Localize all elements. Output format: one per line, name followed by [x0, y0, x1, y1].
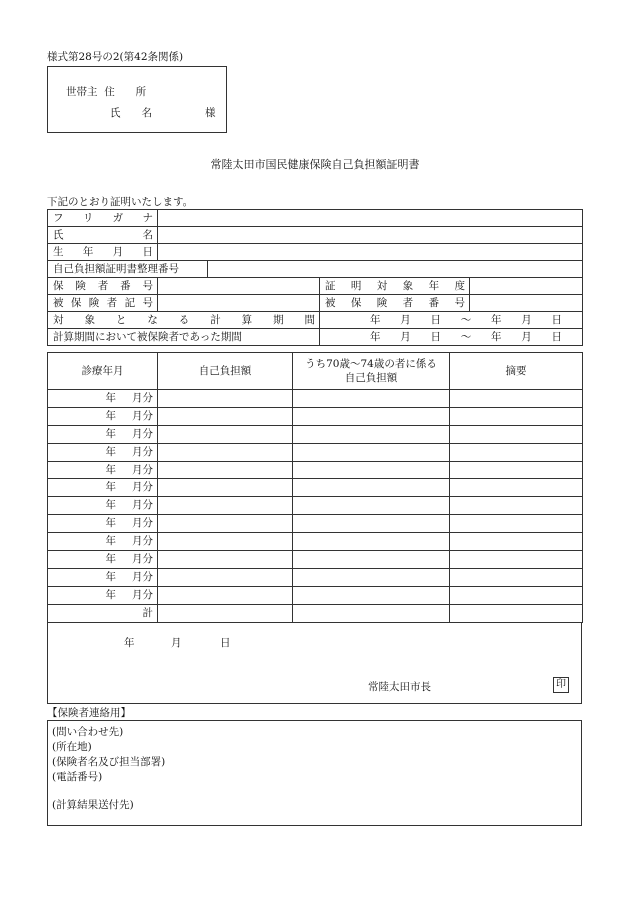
period-label-char: 算 [241, 313, 253, 326]
header-elderly-burden [293, 353, 450, 390]
month-remarks[interactable] [450, 425, 583, 443]
insured-symbol-label-char: 被 [53, 296, 64, 309]
form-number: 様式第28号の2(第42条関係) [47, 51, 184, 63]
month-unit: 月分 [132, 445, 153, 458]
insured-symbol-value[interactable] [158, 295, 320, 312]
cert-year-label [320, 278, 470, 295]
month-label [48, 407, 158, 425]
month-unit: 月分 [132, 588, 153, 601]
contact-insurer-dept: (保険者名及び担当部署) [52, 756, 166, 768]
month-unit: 月分 [132, 552, 153, 565]
burden-table [47, 352, 583, 623]
month-year-char: 年 [105, 409, 116, 422]
month-elderly-burden[interactable] [293, 407, 450, 425]
insured-symbol-label [48, 295, 158, 312]
month-remarks[interactable] [450, 533, 583, 551]
month-remarks[interactable] [450, 461, 583, 479]
name-row [48, 227, 583, 244]
period-value-char: 月 [521, 313, 532, 326]
header-elderly-line2: 自己負担額 [344, 372, 398, 384]
total-remarks[interactable] [450, 604, 583, 622]
month-year-char: 年 [105, 481, 116, 494]
month-self-burden[interactable] [158, 533, 293, 551]
cert-year-label-char: 象 [402, 279, 414, 292]
month-row [48, 586, 583, 604]
month-elderly-burden[interactable] [293, 551, 450, 569]
month-row [48, 533, 583, 551]
month-row [48, 515, 583, 533]
insurer-no-label-char: 険 [75, 279, 86, 292]
issue-box [47, 623, 582, 704]
insured-number-label-char: 保 [350, 296, 362, 309]
address-box [47, 66, 227, 133]
month-year-char: 年 [105, 552, 116, 565]
period-row [48, 312, 583, 329]
month-year-char: 年 [105, 427, 116, 440]
insured-symbol-label-char: 記 [124, 296, 136, 309]
month-label [48, 586, 158, 604]
mayor-title: 常陸太田市長 [368, 681, 431, 693]
period-label-char: 対 [53, 313, 64, 326]
cert-year-label-char: 証 [325, 279, 336, 292]
month-self-burden[interactable] [158, 425, 293, 443]
period-label-char: 期 [273, 313, 284, 326]
period-label-char: る [178, 313, 190, 326]
month-self-burden[interactable] [158, 515, 293, 533]
month-elderly-burden[interactable] [293, 479, 450, 497]
insured-period-value-char: ～ [460, 330, 472, 343]
month-row [48, 479, 583, 497]
contact-result-destination: (計算結果送付先) [52, 799, 134, 811]
insured-number-label-char: 番 [428, 296, 440, 309]
insured-symbol-label-char: 者 [106, 296, 118, 309]
contact-box [47, 720, 582, 826]
insured-number-label [320, 295, 470, 312]
insured-period-value-char: 日 [551, 330, 562, 343]
furigana-label-char: ガ [112, 211, 124, 224]
month-unit: 月分 [132, 481, 153, 494]
total-label: 計 [48, 604, 158, 622]
insured-number-value[interactable] [470, 295, 583, 312]
insurer-no-label [48, 278, 158, 295]
period-label-char: な [147, 313, 158, 326]
month-remarks[interactable] [450, 407, 583, 425]
month-unit: 月分 [132, 409, 153, 422]
total-elderly-burden[interactable] [293, 604, 450, 622]
month-year-char: 年 [105, 391, 116, 404]
name-field-label [48, 227, 158, 244]
month-year-char: 年 [105, 463, 116, 476]
insurer-row [48, 278, 583, 295]
month-elderly-burden[interactable] [293, 461, 450, 479]
month-remarks[interactable] [450, 390, 583, 408]
contact-heading: 【保険者連絡用】 [47, 707, 131, 719]
householder-label: 世帯主 [66, 86, 98, 98]
intro-text: 下記のとおり証明いたします。 [47, 196, 194, 208]
birth-label-char: 生 [53, 245, 64, 258]
period-value-char: ～ [460, 313, 472, 326]
month-unit: 月分 [132, 570, 153, 583]
issue-year: 年 [124, 637, 135, 649]
insured-symbol-label-char: 険 [88, 296, 100, 309]
birth-label [48, 244, 158, 261]
birth-row [48, 244, 583, 261]
month-label [48, 425, 158, 443]
month-unit: 月分 [132, 427, 153, 440]
period-value-char: 日 [430, 313, 441, 326]
month-year-char: 年 [105, 517, 116, 530]
month-self-burden[interactable] [158, 497, 293, 515]
insured-number-label-char: 被 [325, 296, 336, 309]
month-unit: 月分 [132, 517, 153, 530]
month-unit: 月分 [132, 463, 153, 476]
month-row [48, 497, 583, 515]
period-label-char: 象 [84, 313, 95, 326]
month-self-burden[interactable] [158, 407, 293, 425]
month-elderly-burden[interactable] [293, 568, 450, 586]
month-year-char: 年 [105, 570, 116, 583]
cert-number-row [48, 261, 583, 278]
month-self-burden[interactable] [158, 461, 293, 479]
honorific: 様 [205, 107, 216, 119]
issue-day: 日 [220, 637, 231, 649]
insurer-no-label-char: 者 [97, 279, 109, 292]
month-label [48, 461, 158, 479]
period-label-char: 計 [210, 313, 221, 326]
period-value-char: 年 [491, 313, 502, 326]
total-row [48, 604, 583, 622]
month-self-burden[interactable] [158, 479, 293, 497]
insured-period-value-char: 月 [400, 330, 411, 343]
furigana-label-char: ナ [142, 211, 153, 224]
cert-year-label-char: 対 [376, 279, 388, 292]
birth-label-char: 年 [82, 245, 94, 258]
month-label [48, 533, 158, 551]
burden-header-row [48, 353, 583, 390]
month-year-char: 年 [105, 445, 116, 458]
month-self-burden[interactable] [158, 586, 293, 604]
month-remarks[interactable] [450, 586, 583, 604]
insurer-no-value[interactable] [158, 278, 320, 295]
month-row [48, 568, 583, 586]
header-remarks: 摘要 [450, 353, 583, 390]
period-label-char: 間 [304, 313, 315, 326]
cert-year-label-char: 明 [350, 279, 362, 292]
period-label-char: と [115, 313, 127, 326]
period-value[interactable] [320, 312, 583, 329]
document-title: 常陸太田市国民健康保険自己負担額証明書 [210, 158, 420, 171]
birth-label-char: 月 [112, 245, 124, 258]
cert-number-label: 自己負担額証明書整理番号 [48, 261, 208, 278]
month-self-burden[interactable] [158, 390, 293, 408]
month-elderly-burden[interactable] [293, 425, 450, 443]
insured-period-row [48, 329, 583, 346]
contact-address: (所在地) [52, 741, 92, 753]
month-unit: 月分 [132, 391, 153, 404]
month-label [48, 390, 158, 408]
period-label [48, 312, 320, 329]
furigana-label [48, 210, 158, 227]
header-treatment-month: 診療年月 [48, 353, 158, 390]
cert-year-label-char: 度 [454, 279, 465, 292]
furigana-row [48, 210, 583, 227]
address-label: 住 所 [104, 86, 147, 98]
contact-inquiry: (問い合わせ先) [52, 726, 124, 738]
month-row [48, 425, 583, 443]
month-remarks[interactable] [450, 443, 583, 461]
insurer-no-label-char: 番 [120, 279, 131, 292]
month-year-char: 年 [105, 499, 116, 512]
furigana-value[interactable] [158, 210, 583, 227]
insured-number-label-char: 者 [402, 296, 414, 309]
period-value-char: 日 [551, 313, 562, 326]
birth-value[interactable] [158, 244, 583, 261]
insured-symbol-label-char: 号 [142, 296, 153, 309]
name-label: 氏 名 [110, 107, 152, 119]
month-row [48, 461, 583, 479]
issue-month: 月 [171, 637, 182, 649]
month-elderly-burden[interactable] [293, 497, 450, 515]
month-remarks[interactable] [450, 479, 583, 497]
month-remarks[interactable] [450, 568, 583, 586]
contact-phone: (電話番号) [52, 771, 103, 783]
month-label [48, 443, 158, 461]
header-elderly-line1: うち70歳～74歳の者に係る [305, 358, 437, 370]
insured-symbol-label-char: 保 [70, 296, 82, 309]
insurer-no-label-char: 号 [142, 279, 153, 292]
name-field-label-char: 名 [142, 228, 153, 241]
month-row [48, 551, 583, 569]
month-label [48, 479, 158, 497]
month-elderly-burden[interactable] [293, 533, 450, 551]
month-elderly-burden[interactable] [293, 586, 450, 604]
month-self-burden[interactable] [158, 443, 293, 461]
month-self-burden[interactable] [158, 551, 293, 569]
furigana-label-char: フ [53, 211, 64, 224]
insured-number-label-char: 険 [376, 296, 388, 309]
month-unit: 月分 [132, 499, 153, 512]
birth-label-char: 日 [142, 245, 153, 258]
period-value-char: 年 [370, 313, 381, 326]
cert-number-value[interactable] [208, 261, 583, 278]
insurer-no-label-char: 保 [53, 279, 64, 292]
info-table [47, 209, 583, 346]
month-elderly-burden[interactable] [293, 515, 450, 533]
month-remarks[interactable] [450, 515, 583, 533]
month-row [48, 407, 583, 425]
month-row [48, 390, 583, 408]
seal-mark: 印 [553, 677, 569, 693]
month-label [48, 497, 158, 515]
total-self-burden[interactable] [158, 604, 293, 622]
month-elderly-burden[interactable] [293, 390, 450, 408]
insured-period-value-char: 日 [430, 330, 441, 343]
month-label [48, 551, 158, 569]
month-elderly-burden[interactable] [293, 443, 450, 461]
month-year-char: 年 [105, 535, 116, 548]
insured-period-value-char: 月 [521, 330, 532, 343]
month-self-burden[interactable] [158, 568, 293, 586]
address-row [66, 84, 146, 99]
month-remarks[interactable] [450, 551, 583, 569]
name-value[interactable] [158, 227, 583, 244]
cert-year-value[interactable] [470, 278, 583, 295]
furigana-label-char: リ [82, 211, 94, 224]
insured-number-label-char: 号 [454, 296, 465, 309]
month-year-char: 年 [105, 588, 116, 601]
period-value-char: 月 [400, 313, 411, 326]
insured-period-value-char: 年 [491, 330, 502, 343]
insured-period-label: 計算期間において被保険者であった期間 [48, 329, 320, 346]
month-label [48, 568, 158, 586]
insured-period-value[interactable] [320, 329, 583, 346]
month-row [48, 443, 583, 461]
insured-period-value-char: 年 [370, 330, 381, 343]
name-field-label-char: 氏 [53, 228, 64, 241]
header-self-burden: 自己負担額 [158, 353, 293, 390]
month-remarks[interactable] [450, 497, 583, 515]
cert-year-label-char: 年 [428, 279, 440, 292]
month-unit: 月分 [132, 535, 153, 548]
month-label [48, 515, 158, 533]
insured-row [48, 295, 583, 312]
